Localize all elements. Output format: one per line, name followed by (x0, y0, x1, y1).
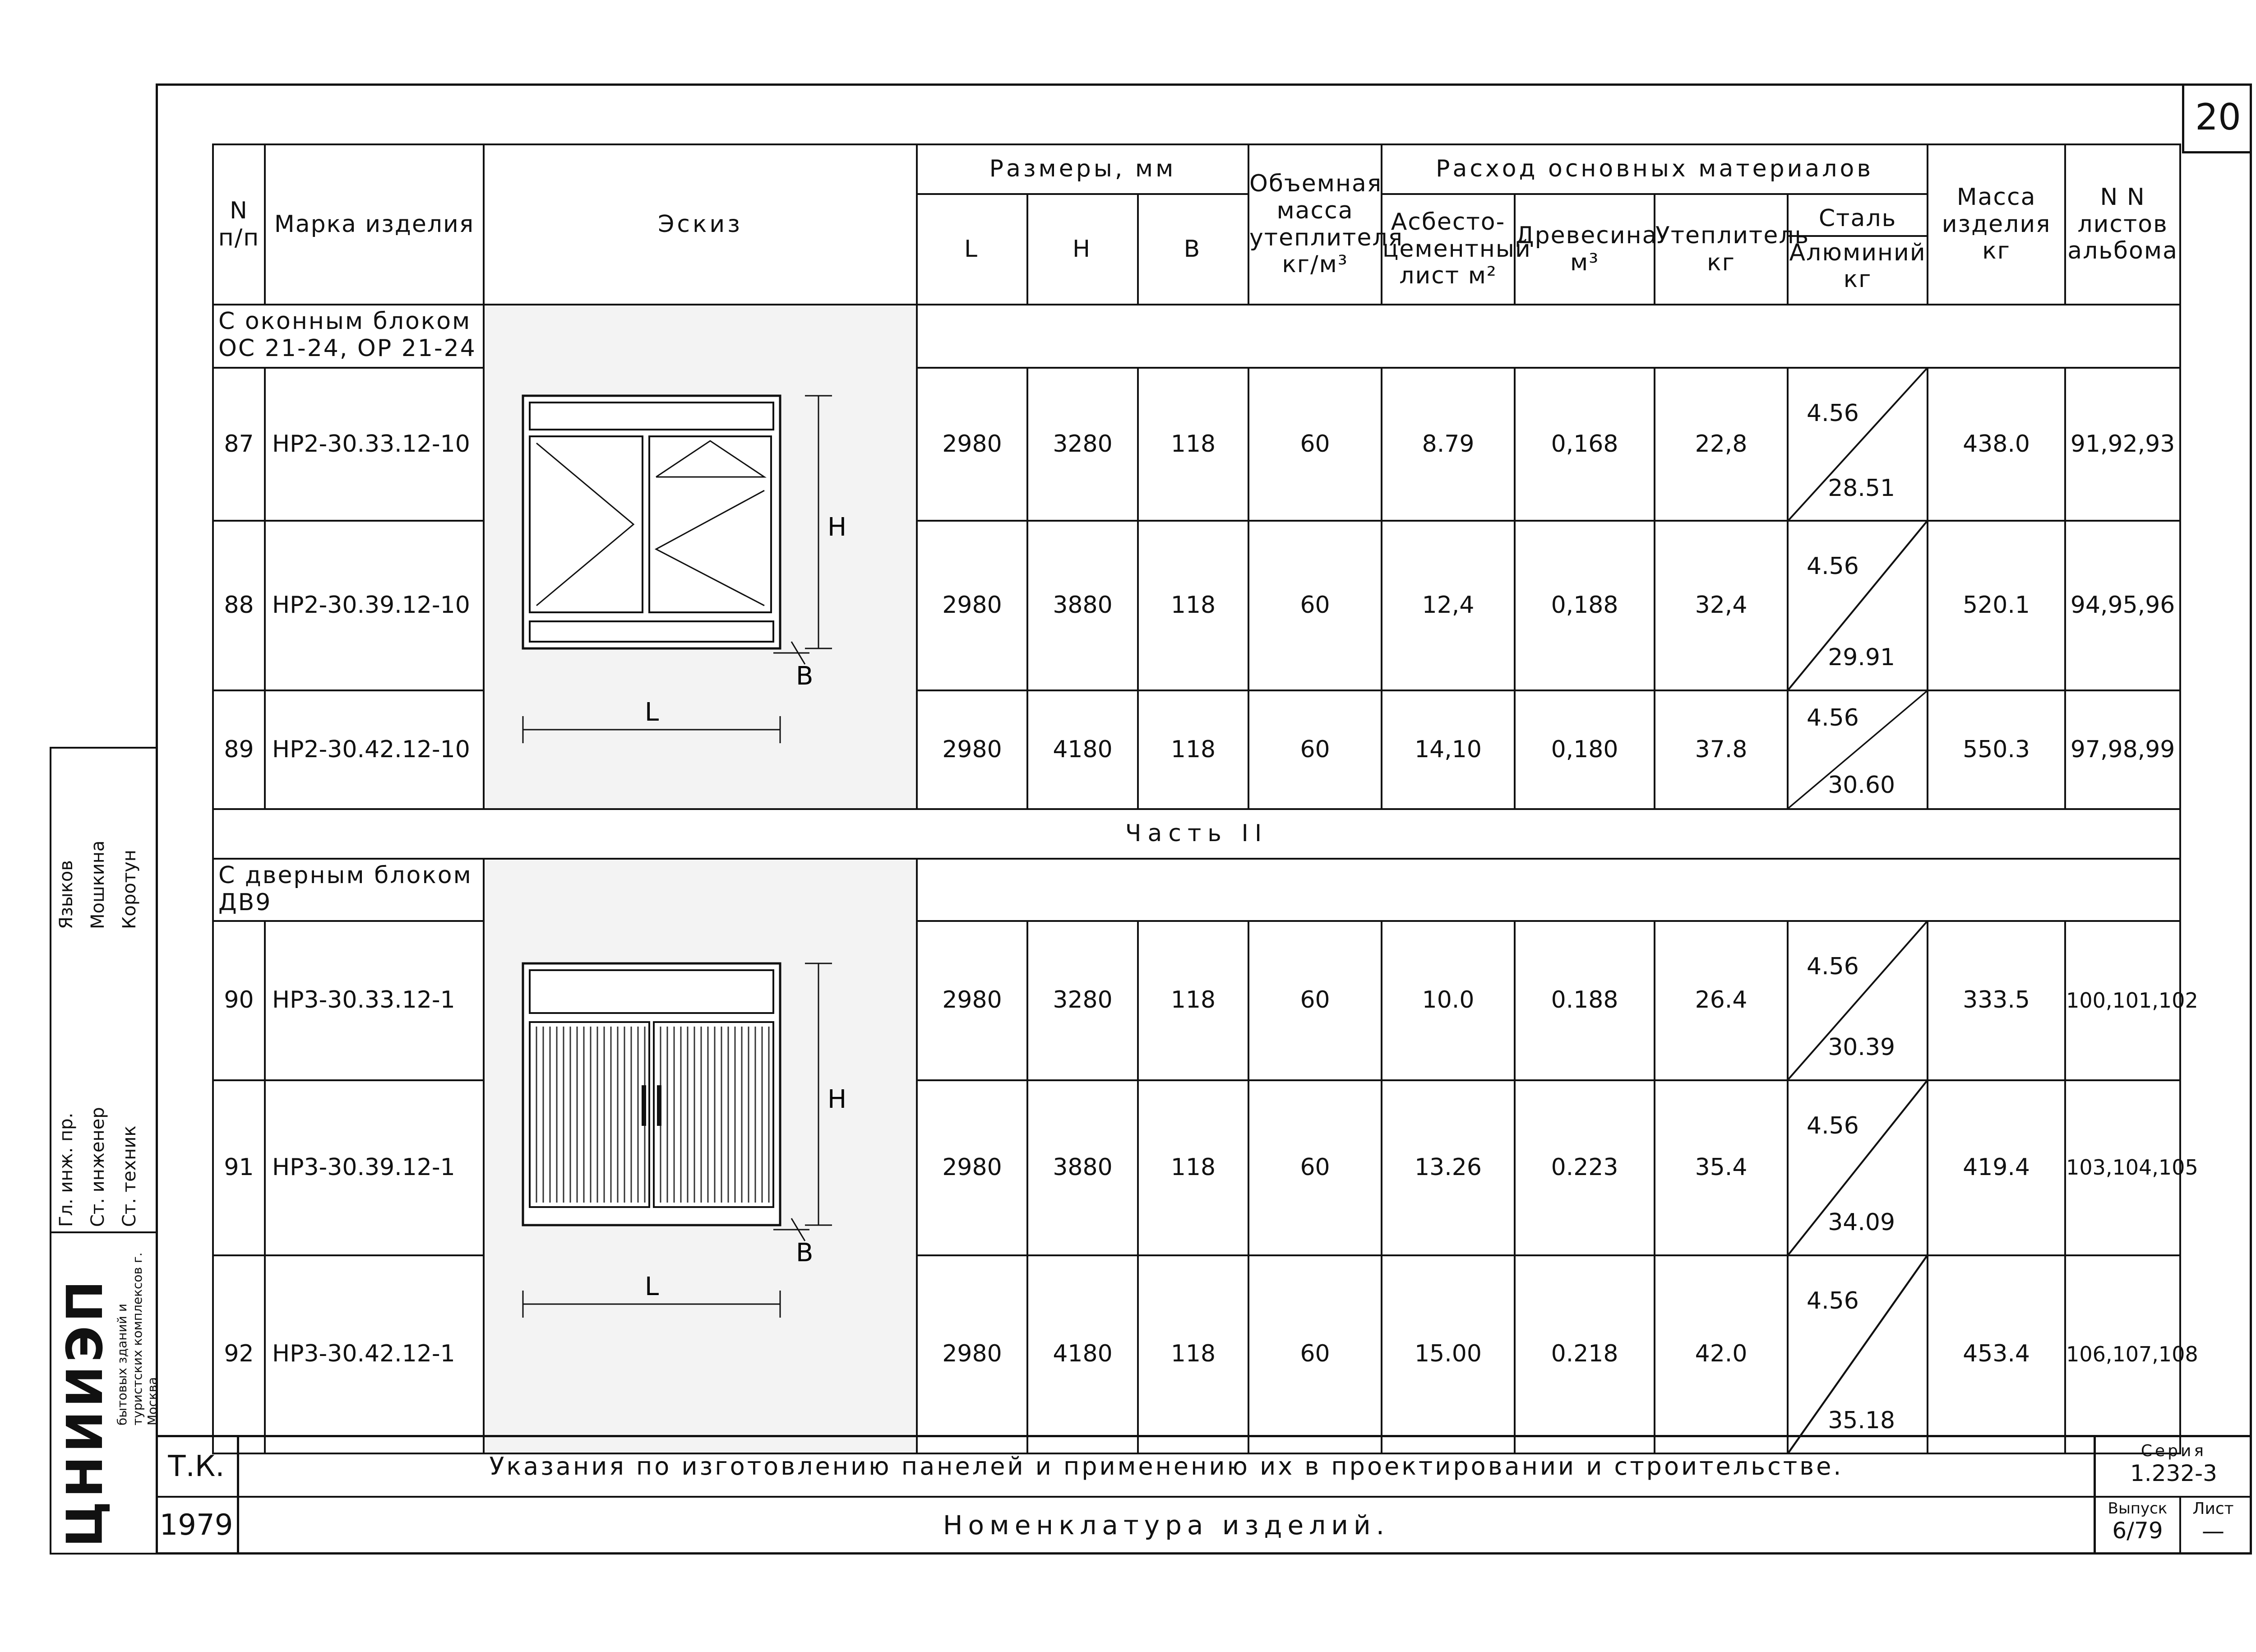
row-mark: НР3-30.39.12-1 (265, 1080, 484, 1255)
row-vol-mass: 60 (1248, 1080, 1382, 1255)
row-steel: 4.56 (1807, 704, 1859, 732)
row-steel: 4.56 (1807, 553, 1859, 580)
side-org: ЦНИИЭП (56, 1277, 114, 1547)
header-steel-alum (1788, 194, 1928, 305)
stamp-sheet-box (2177, 1496, 2249, 1555)
row-wood: 0.223 (1515, 1080, 1655, 1255)
row-steel-alum (1788, 690, 1928, 809)
stamp-line2: Номенклатура изделий. (943, 1510, 1390, 1541)
row-steel: 4.56 (1807, 1112, 1859, 1139)
dim-H-label: H (828, 1084, 847, 1114)
row-steel: 4.56 (1807, 1287, 1859, 1314)
header-wood: Древесина м³ (1515, 194, 1655, 305)
row-B: 118 (1138, 1080, 1248, 1255)
row-alum: 30.39 (1828, 1033, 1895, 1061)
window-panel-drawing (485, 305, 918, 802)
part-label: Часть II (213, 809, 2180, 859)
row-alum: 34.09 (1828, 1208, 1895, 1236)
row-alum: 30.60 (1828, 772, 1895, 799)
row-mass: 453.4 (1928, 1255, 2065, 1453)
row-asbestos: 8.79 (1382, 368, 1515, 521)
row-num: 89 (213, 690, 265, 809)
dim-H-label: H (828, 513, 847, 542)
row-H: 4180 (1027, 1255, 1138, 1453)
row-wood: 0,168 (1515, 368, 1655, 521)
row-mark: НР2-30.39.12-10 (265, 521, 484, 690)
side-role-2: Ст. инженер (88, 1107, 108, 1227)
row-H: 3880 (1027, 521, 1138, 690)
row-L: 2980 (917, 690, 1027, 809)
row-num: 92 (213, 1255, 265, 1453)
row-asbestos: 15.00 (1382, 1255, 1515, 1453)
stamp-tk: Т.К. (156, 1437, 239, 1498)
header-sheets: N N листов альбома (2065, 144, 2180, 305)
side-role-3: Ст. техник (119, 1125, 140, 1227)
side-name-1: Языков (56, 860, 77, 929)
row-num: 87 (213, 368, 265, 521)
header-alum: Алюминий кг (1789, 239, 1926, 293)
row-L: 2980 (917, 1255, 1027, 1453)
row-B: 118 (1138, 690, 1248, 809)
side-org-desc: бытовых зданий и туристских комплексов г. Москва (115, 1252, 160, 1425)
row-insulation: 42.0 (1655, 1255, 1788, 1453)
row-alum: 35.18 (1828, 1407, 1895, 1434)
row-vol-mass: 60 (1248, 521, 1382, 690)
side-strip (50, 747, 160, 1555)
row-L: 2980 (917, 368, 1027, 521)
row-alum: 29.91 (1828, 644, 1895, 671)
side-signatures (51, 749, 156, 1233)
stamp-series-box (2094, 1437, 2251, 1498)
row-insulation: 22,8 (1655, 368, 1788, 521)
title-block (156, 1435, 2252, 1555)
page-number: 20 (2182, 83, 2252, 153)
row-mark: НР3-30.42.12-1 (265, 1255, 484, 1453)
row-alum: 28.51 (1828, 474, 1895, 502)
side-name-2: Мошкина (88, 840, 108, 929)
row-mass: 333.5 (1928, 921, 2065, 1080)
header-insulation: Утеплитель кг (1655, 194, 1788, 305)
header-materials: Расход основных материалов (1382, 144, 1928, 194)
row-vol-mass: 60 (1248, 1255, 1382, 1453)
row-wood: 0.188 (1515, 921, 1655, 1080)
row-B: 118 (1138, 368, 1248, 521)
header-vol-mass: Объемная масса утеплителя кг/м³ (1248, 144, 1382, 305)
row-steel-alum (1788, 1255, 1928, 1453)
row-steel: 4.56 (1807, 953, 1859, 981)
row-H: 3280 (1027, 921, 1138, 1080)
header-mass: Масса изделия кг (1928, 144, 2065, 305)
dim-B-label: B (796, 1238, 814, 1268)
row-L: 2980 (917, 521, 1027, 690)
row-H: 4180 (1027, 690, 1138, 809)
row-mark: НР2-30.42.12-10 (265, 690, 484, 809)
header-B: B (1138, 194, 1248, 305)
group2-blank (917, 859, 2180, 921)
row-sheets: 100,101,102 (2065, 921, 2180, 1080)
header-L: L (917, 194, 1027, 305)
row-insulation: 32,4 (1655, 521, 1788, 690)
stamp-issue-box (2094, 1496, 2181, 1555)
row-H: 3280 (1027, 368, 1138, 521)
row-sheets: 94,95,96 (2065, 521, 2180, 690)
stamp-line1: Указания по изготовлению панелей и применению их в проектировании и строительстве. (239, 1437, 2094, 1498)
row-L: 2980 (917, 1080, 1027, 1255)
row-sheets: 97,98,99 (2065, 690, 2180, 809)
row-mark: НР3-30.33.12-1 (265, 921, 484, 1080)
row-sheets: 106,107,108 (2065, 1255, 2180, 1453)
row-steel-alum (1788, 1080, 1928, 1255)
row-sheets: 91,92,93 (2065, 368, 2180, 521)
row-num: 88 (213, 521, 265, 690)
stamp-issue-label: Выпуск (2108, 1499, 2168, 1518)
row-steel-alum (1788, 368, 1928, 521)
stamp-issue: 6/79 (2112, 1518, 2163, 1544)
sketch-window-panel (484, 305, 917, 809)
row-wood: 0,180 (1515, 690, 1655, 809)
group2-note: С дверным блоком ДВ9 (213, 859, 484, 921)
stamp-series-label: Серия (2140, 1442, 2207, 1460)
row-asbestos: 10.0 (1382, 921, 1515, 1080)
row-asbestos: 14,10 (1382, 690, 1515, 809)
row-mass: 550.3 (1928, 690, 2065, 809)
row-insulation: 35.4 (1655, 1080, 1788, 1255)
stamp-sheet: — (2202, 1518, 2224, 1544)
row-steel: 4.56 (1807, 399, 1859, 427)
row-H: 3880 (1027, 1080, 1138, 1255)
row-mass: 520.1 (1928, 521, 2065, 690)
row-B: 118 (1138, 921, 1248, 1080)
row-num: 91 (213, 1080, 265, 1255)
row-vol-mass: 60 (1248, 921, 1382, 1080)
header-asbestos: Асбесто-цементный лист м² (1382, 194, 1515, 305)
row-mass: 419.4 (1928, 1080, 2065, 1255)
side-role-1: Гл. инж. пр. (56, 1112, 77, 1227)
dim-L-label: L (645, 1272, 659, 1301)
row-wood: 0,188 (1515, 521, 1655, 690)
group1-blank (917, 305, 2180, 368)
dim-L-label: L (645, 698, 659, 727)
row-mark: НР2-30.33.12-10 (265, 368, 484, 521)
stamp-year: 1979 (156, 1496, 239, 1555)
sketch-door-panel (484, 859, 917, 1453)
row-asbestos: 12,4 (1382, 521, 1515, 690)
row-L: 2980 (917, 921, 1027, 1080)
row-sheets: 103,104,105 (2065, 1080, 2180, 1255)
row-num: 90 (213, 921, 265, 1080)
stamp-series: 1.232-3 (2130, 1460, 2217, 1486)
header-H: H (1027, 194, 1138, 305)
door-panel-drawing (485, 860, 918, 1446)
row-steel-alum (1788, 521, 1928, 690)
row-B: 118 (1138, 1255, 1248, 1453)
dim-B-label: B (796, 662, 814, 691)
header-dims: Размеры, мм (917, 144, 1248, 194)
header-mark: Марка изделия (265, 144, 484, 305)
row-steel-alum (1788, 921, 1928, 1080)
row-vol-mass: 60 (1248, 690, 1382, 809)
header-num: N п/п (213, 144, 265, 305)
row-insulation: 37.8 (1655, 690, 1788, 809)
side-name-3: Коротун (119, 850, 140, 929)
header-steel: Сталь (1789, 203, 1927, 237)
group1-note: С оконным блоком ОС 21-24, ОР 21-24 (213, 305, 484, 368)
stamp-sheet-label: Лист (2192, 1499, 2234, 1518)
row-insulation: 26.4 (1655, 921, 1788, 1080)
row-wood: 0.218 (1515, 1255, 1655, 1453)
row-B: 118 (1138, 521, 1248, 690)
header-sketch: Эскиз (484, 144, 917, 305)
row-mass: 438.0 (1928, 368, 2065, 521)
row-vol-mass: 60 (1248, 368, 1382, 521)
row-asbestos: 13.26 (1382, 1080, 1515, 1255)
